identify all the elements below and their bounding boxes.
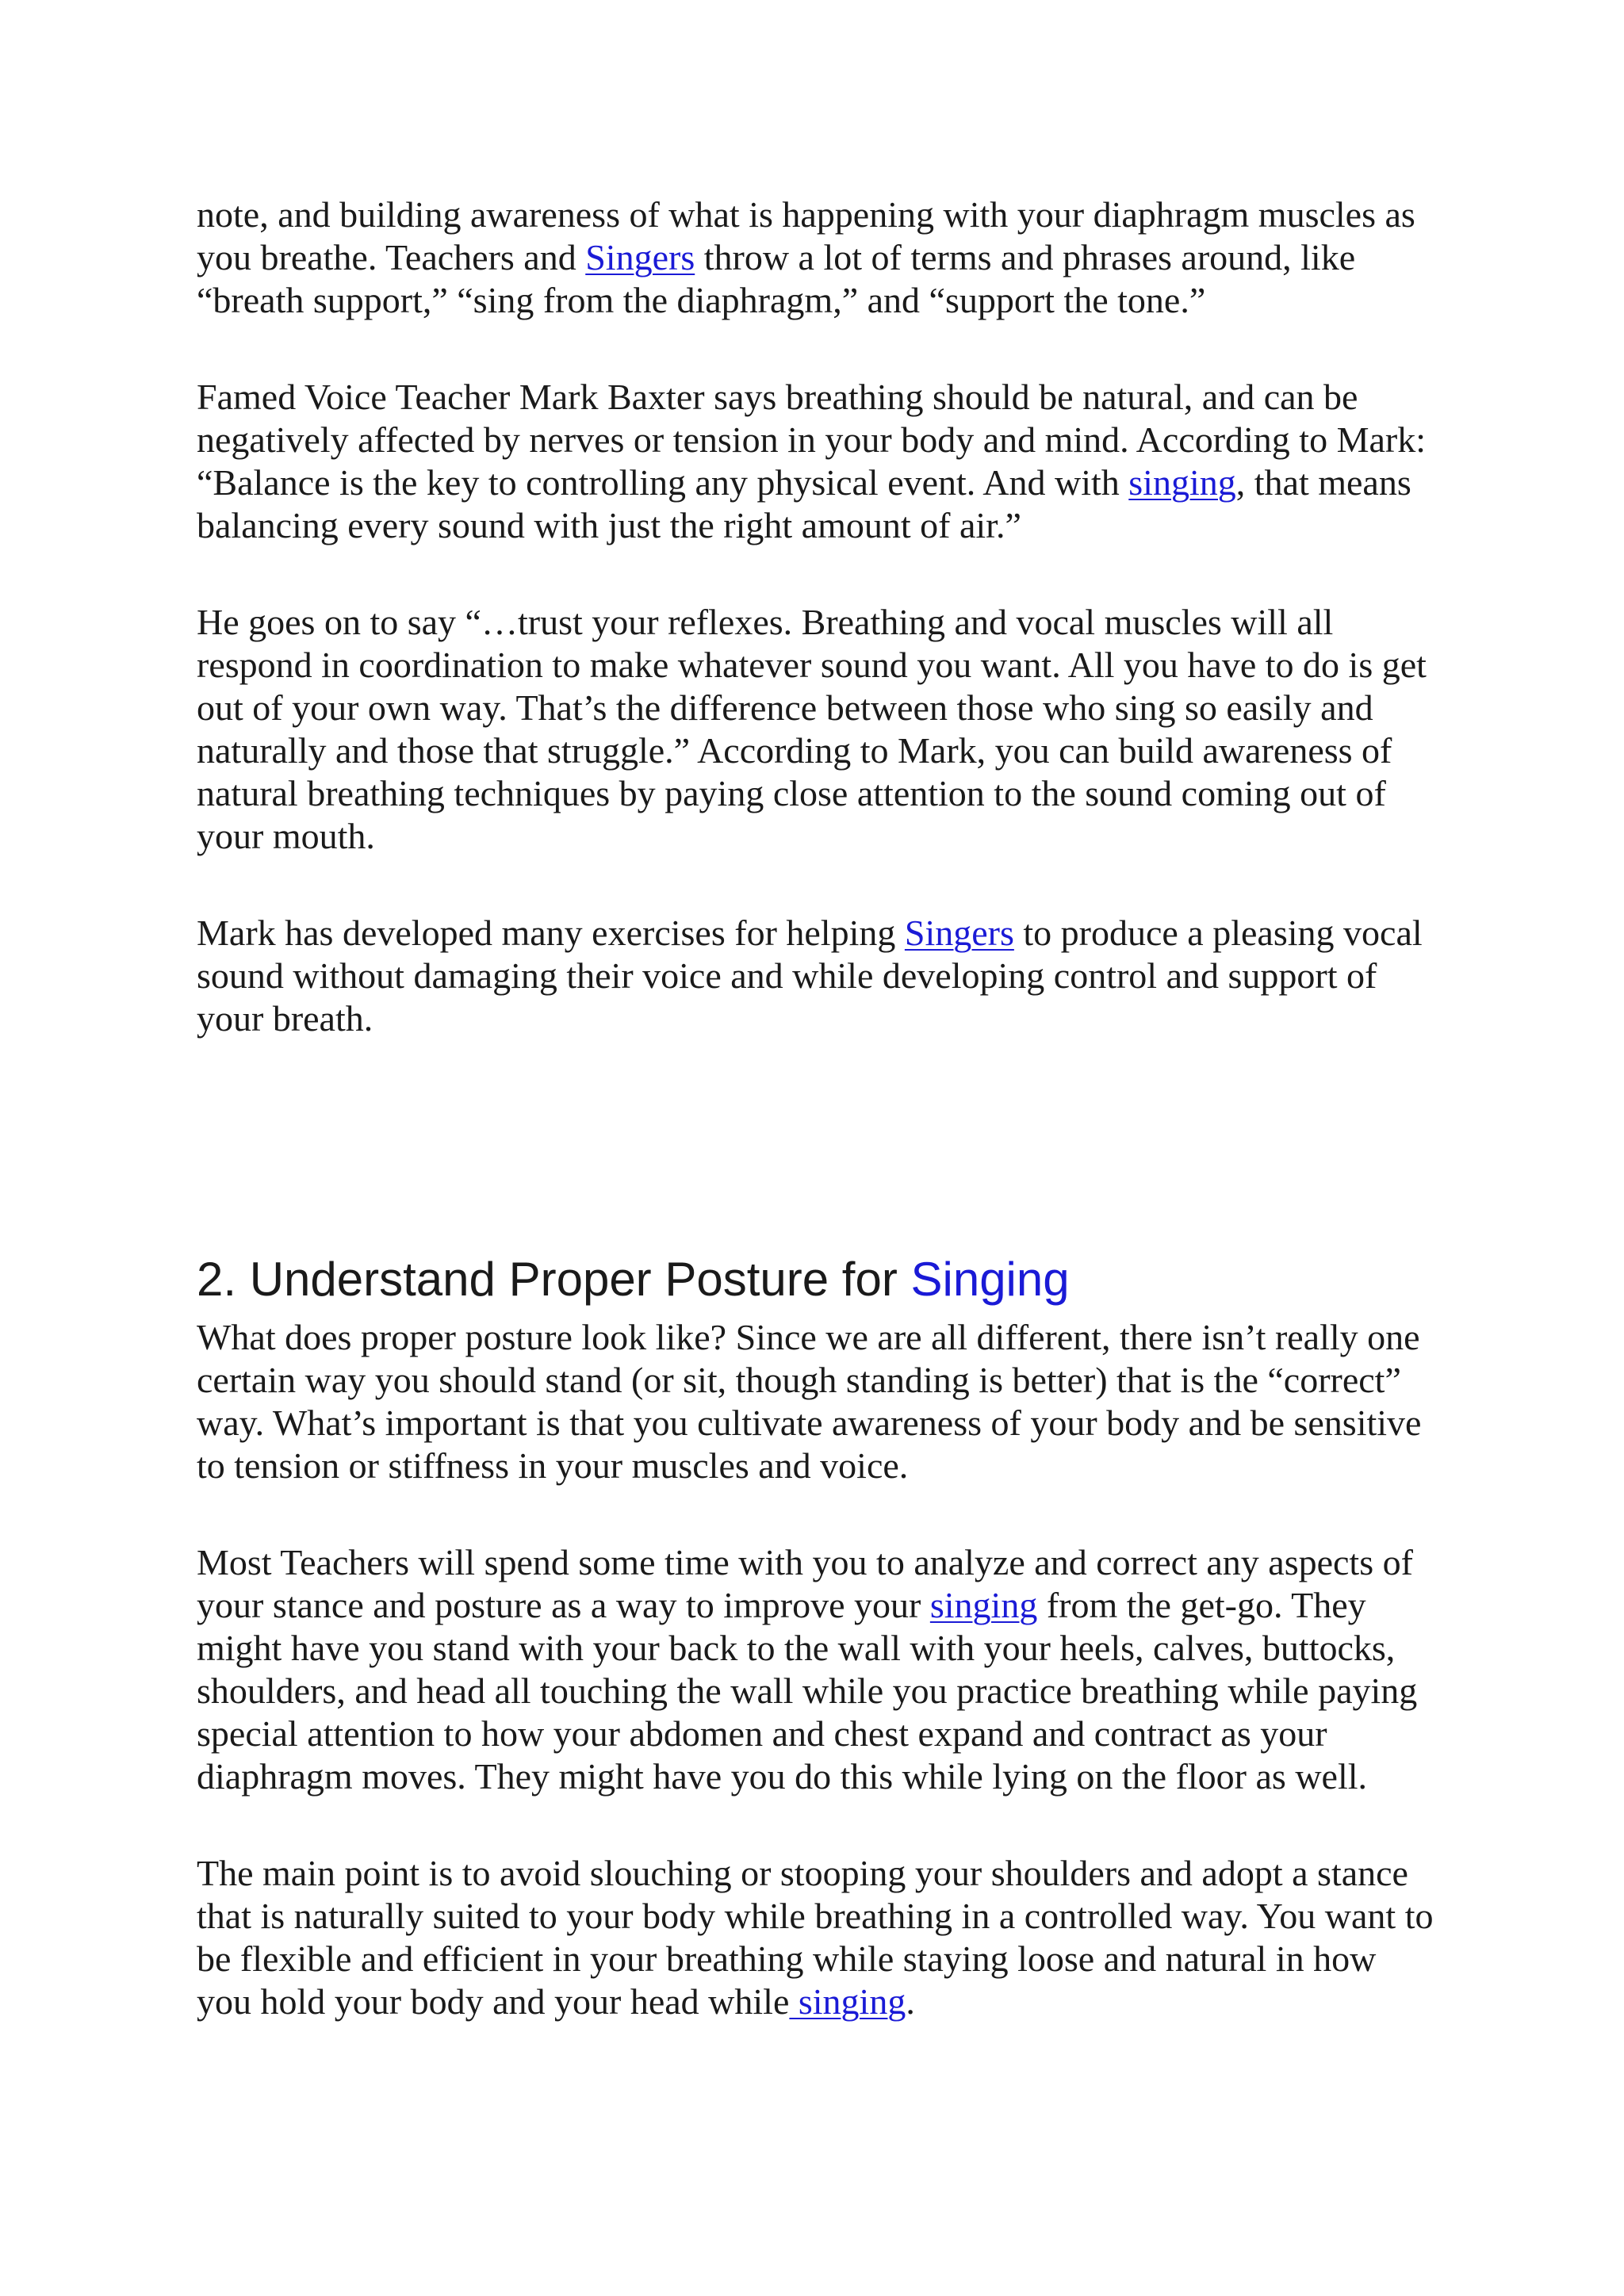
singing-link[interactable]: singing — [929, 1585, 1038, 1625]
paragraph-breath-support — [197, 193, 1434, 322]
paragraph-text: The main point is to avoid slouching or stooping your shoulders and adopt a stance that is naturally suited to your body while breathing in a controlled way. You want to be flexible and efficient in your breathing while staying loose and natural in how you hold your body and your head while — [197, 1853, 1434, 2022]
section-spacer — [197, 1094, 1434, 1253]
paragraph-text: He goes on to say “…trust your reflexes. Breathing and vocal muscles will all respond in coordination to make whatever sound you want. All you have to do is get out of your own way. That’s the difference between those who sing so easily and naturally and those that struggle.” According to Mark, you can build awareness of natural breathing techniques by paying close attention to the sound coming out of your mouth. — [197, 602, 1427, 856]
paragraph-reflexes — [197, 601, 1434, 858]
paragraph-main-point — [197, 1852, 1434, 2023]
paragraph-text: What does proper posture look like? Since we are all different, there isn’t really one certain way you should stand (or sit, though standing is better) that is the “correct” way. What’s important is that you cultivate awareness of your body and be sensitive to tension or stiffness in your muscles and voice. — [197, 1317, 1422, 1486]
paragraph-mark-baxter — [197, 376, 1434, 547]
article-body — [197, 193, 1434, 2077]
heading-accent-link[interactable]: Singing — [910, 1253, 1070, 1306]
paragraph-text: note, and building awareness of what is happening with your diaphragm muscles as you breathe. Teachers and — [197, 194, 1415, 277]
paragraph-proper-posture — [197, 1316, 1434, 1487]
singers-link[interactable]: Singers — [904, 913, 1014, 953]
paragraph-text: Famed Voice Teacher Mark Baxter says breathing should be natural, and can be negatively affected by nerves or tension in your body and mind. According to Mark: “Balance is the key to controlling any physical event. And with — [197, 377, 1426, 503]
paragraph-text: to produce a pleasing vocal sound without damaging their voice and while developing control and support of your breath. — [197, 913, 1423, 1039]
section-heading — [197, 1253, 1434, 1307]
paragraph-text: , that means balancing every sound with just the right amount of air.” — [197, 462, 1411, 545]
singers-link[interactable]: Singers — [585, 237, 695, 277]
paragraph-text: throw a lot of terms and phrases around, like “breath support,” “sing from the diaphragm,” and “support the tone.” — [197, 237, 1356, 320]
singing-link[interactable]: singing — [1128, 462, 1236, 503]
heading-text: 2. Understand Proper Posture for — [197, 1253, 911, 1306]
singing-link[interactable]: singing — [789, 1981, 906, 2022]
paragraph-text: from the get-go. They might have you stand with your back to the wall with your heels, calves, buttocks, shoulders, and head all touching the wall while you practice breathing while paying special attention to how your abdomen and chest expand and contract as your diaphragm moves. They might have you do this while lying on the floor as well. — [197, 1585, 1418, 1797]
paragraph-teachers-posture — [197, 1541, 1434, 1798]
paragraph-text: Most Teachers will spend some time with you to analyze and correct any aspects of your stance and posture as a way to improve your — [197, 1542, 1413, 1625]
paragraph-text: . — [906, 1981, 915, 2022]
paragraph-exercises — [197, 912, 1434, 1040]
paragraph-text: Mark has developed many exercises for helping — [197, 913, 905, 953]
